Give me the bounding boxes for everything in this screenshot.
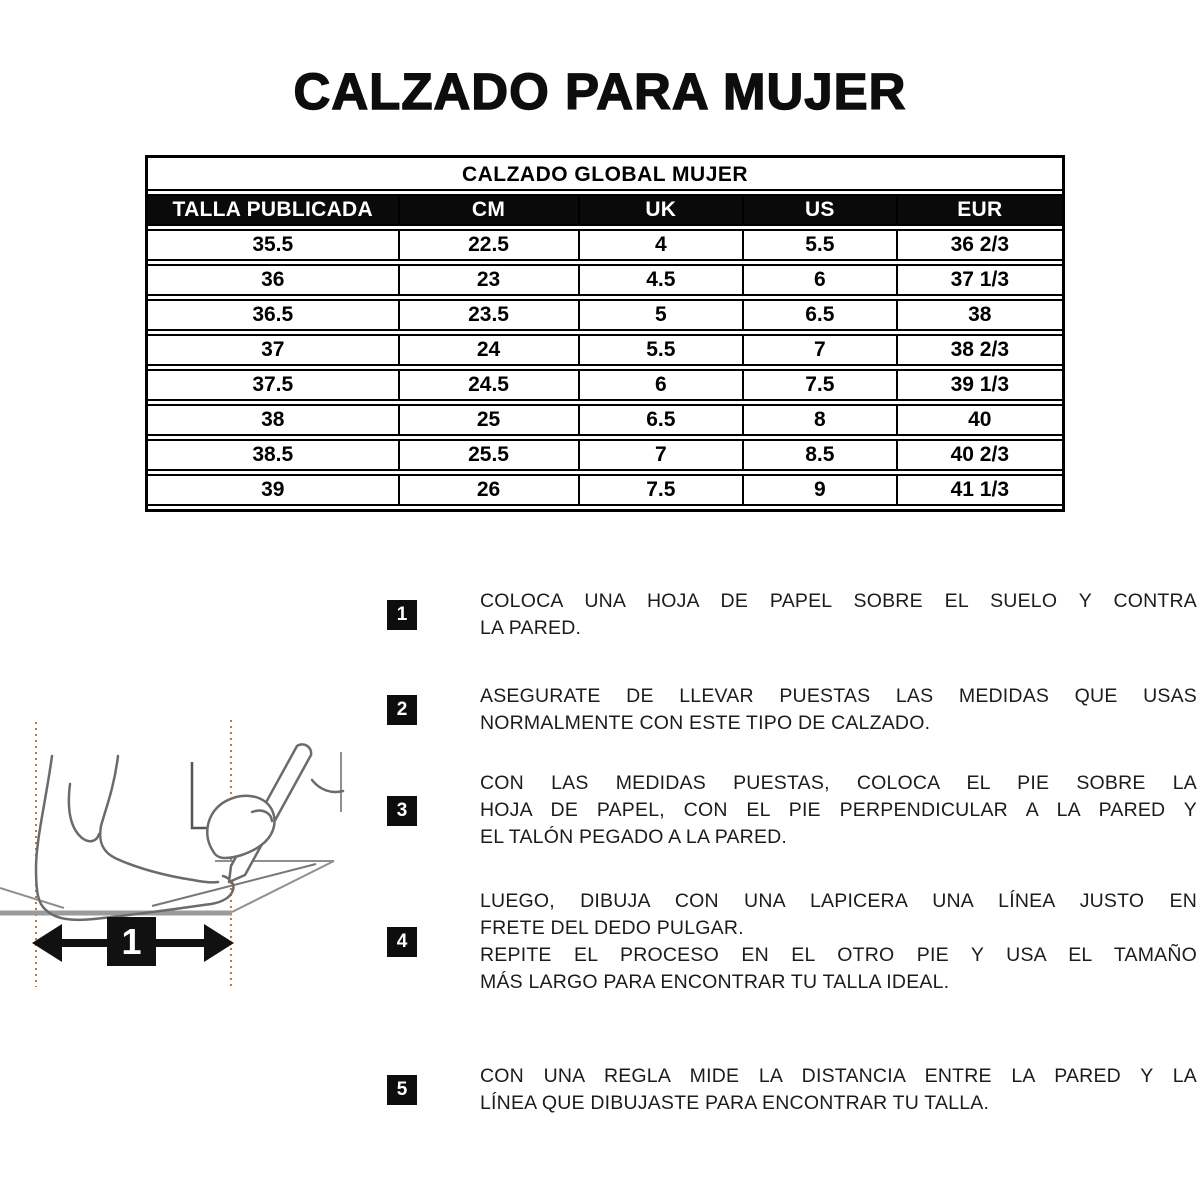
step-text-line: CON UNA REGLA MIDE LA DISTANCIA ENTRE LA PARED Y LA xyxy=(480,1065,1197,1087)
size-cell: 4 xyxy=(578,229,743,261)
size-cell: 24.5 xyxy=(398,369,578,401)
size-cell: 35.5 xyxy=(148,229,398,261)
size-cell: 7.5 xyxy=(578,474,743,506)
step-text-line: LUEGO, DIBUJA CON UNA LAPICERA UNA LÍNEA JUSTO EN xyxy=(480,890,1197,912)
size-cell: 23 xyxy=(398,264,578,296)
size-cell: 37.5 xyxy=(148,369,398,401)
table-row xyxy=(148,299,1062,331)
step-1-text xyxy=(480,588,1197,642)
step-3-number-badge: 3 xyxy=(387,796,417,826)
size-cell: 7.5 xyxy=(742,369,896,401)
step-2-number-badge: 2 xyxy=(387,695,417,725)
step-3 xyxy=(387,770,1199,851)
column-header-cm: CM xyxy=(398,194,578,226)
size-cell: 25.5 xyxy=(398,439,578,471)
size-cell: 9 xyxy=(742,474,896,506)
foot-outline-icon xyxy=(36,756,233,920)
step-2 xyxy=(387,683,1199,737)
column-header-us: US xyxy=(742,194,896,226)
size-cell: 8.5 xyxy=(742,439,896,471)
step-5-text xyxy=(480,1063,1197,1117)
size-cell: 23.5 xyxy=(398,299,578,331)
size-cell: 6.5 xyxy=(742,299,896,331)
size-cell: 7 xyxy=(742,334,896,366)
column-header-uk: UK xyxy=(578,194,743,226)
table-row xyxy=(148,264,1062,296)
size-cell: 36 2/3 xyxy=(896,229,1062,261)
size-cell: 5 xyxy=(578,299,743,331)
size-cell: 7 xyxy=(578,439,743,471)
size-cell: 36.5 xyxy=(148,299,398,331)
table-span-header: CALZADO GLOBAL MUJER xyxy=(148,161,1062,191)
column-header-eur: EUR xyxy=(896,194,1062,226)
step-text-line: MÁS LARGO PARA ENCONTRAR TU TALLA IDEAL. xyxy=(480,971,950,993)
step-text-line: CON LAS MEDIDAS PUESTAS, COLOCA EL PIE SOBRE LA xyxy=(480,772,1197,794)
step-3-text xyxy=(480,770,1197,851)
size-cell: 41 1/3 xyxy=(896,474,1062,506)
measure-step-badge xyxy=(107,917,156,966)
step-text-line: LÍNEA QUE DIBUJASTE PARA ENCONTRAR TU TALLA. xyxy=(480,1092,990,1114)
step-text-line: LA PARED. xyxy=(480,617,582,639)
table-row xyxy=(148,439,1062,471)
measure-step-number: 1 xyxy=(121,921,142,962)
table-row xyxy=(148,334,1062,366)
size-cell: 25 xyxy=(398,404,578,436)
step-4 xyxy=(387,888,1199,996)
size-conversion-table xyxy=(145,155,1065,512)
table-row xyxy=(148,369,1062,401)
table-row xyxy=(148,229,1062,261)
size-cell: 38.5 xyxy=(148,439,398,471)
column-header-talla-publicada: TALLA PUBLICADA xyxy=(148,194,398,226)
size-cell: 38 xyxy=(148,404,398,436)
page-title: CALZADO PARA MUJER xyxy=(293,63,907,120)
size-cell: 5.5 xyxy=(578,334,743,366)
step-1 xyxy=(387,588,1199,642)
step-2-text xyxy=(480,683,1197,737)
size-cell: 40 xyxy=(896,404,1062,436)
size-cell: 37 xyxy=(148,334,398,366)
size-cell: 40 2/3 xyxy=(896,439,1062,471)
size-cell: 4.5 xyxy=(578,264,743,296)
table-row xyxy=(148,404,1062,436)
table-span-header-row xyxy=(148,161,1062,191)
step-text-line: REPITE EL PROCESO EN EL OTRO PIE Y USA EL TAMAÑO xyxy=(480,944,1197,966)
size-cell: 39 xyxy=(148,474,398,506)
step-text-line: ASEGURATE DE LLEVAR PUESTAS LAS MEDIDAS QUE USAS xyxy=(480,685,1197,707)
size-cell: 38 2/3 xyxy=(896,334,1062,366)
size-cell: 37 1/3 xyxy=(896,264,1062,296)
step-1-number-badge: 1 xyxy=(387,600,417,630)
step-text-line: COLOCA UNA HOJA DE PAPEL SOBRE EL SUELO Y CONTRA xyxy=(480,590,1197,612)
step-4-text xyxy=(480,888,1197,996)
step-text-line: EL TALÓN PEGADO A LA PARED. xyxy=(480,826,788,848)
table-column-header-row xyxy=(148,194,1062,226)
size-cell: 39 1/3 xyxy=(896,369,1062,401)
size-cell: 5.5 xyxy=(742,229,896,261)
size-cell: 26 xyxy=(398,474,578,506)
step-text-line: HOJA DE PAPEL, CON EL PIE PERPENDICULAR A LA PARED Y xyxy=(480,799,1197,821)
foot-measurement-illustration xyxy=(0,700,360,1020)
step-4-number-badge: 4 xyxy=(387,927,417,957)
size-cell: 36 xyxy=(148,264,398,296)
step-text-line: NORMALMENTE CON ESTE TIPO DE CALZADO. xyxy=(480,712,931,734)
size-cell: 38 xyxy=(896,299,1062,331)
table-row xyxy=(148,474,1062,506)
size-cell: 6 xyxy=(742,264,896,296)
size-cell: 22.5 xyxy=(398,229,578,261)
step-5 xyxy=(387,1063,1199,1117)
size-cell: 6.5 xyxy=(578,404,743,436)
paper-back-edge xyxy=(0,888,64,908)
size-cell: 6 xyxy=(578,369,743,401)
step-text-line: FRETE DEL DEDO PULGAR. xyxy=(480,917,744,939)
step-5-number-badge: 5 xyxy=(387,1075,417,1105)
size-cell: 8 xyxy=(742,404,896,436)
size-cell: 24 xyxy=(398,334,578,366)
